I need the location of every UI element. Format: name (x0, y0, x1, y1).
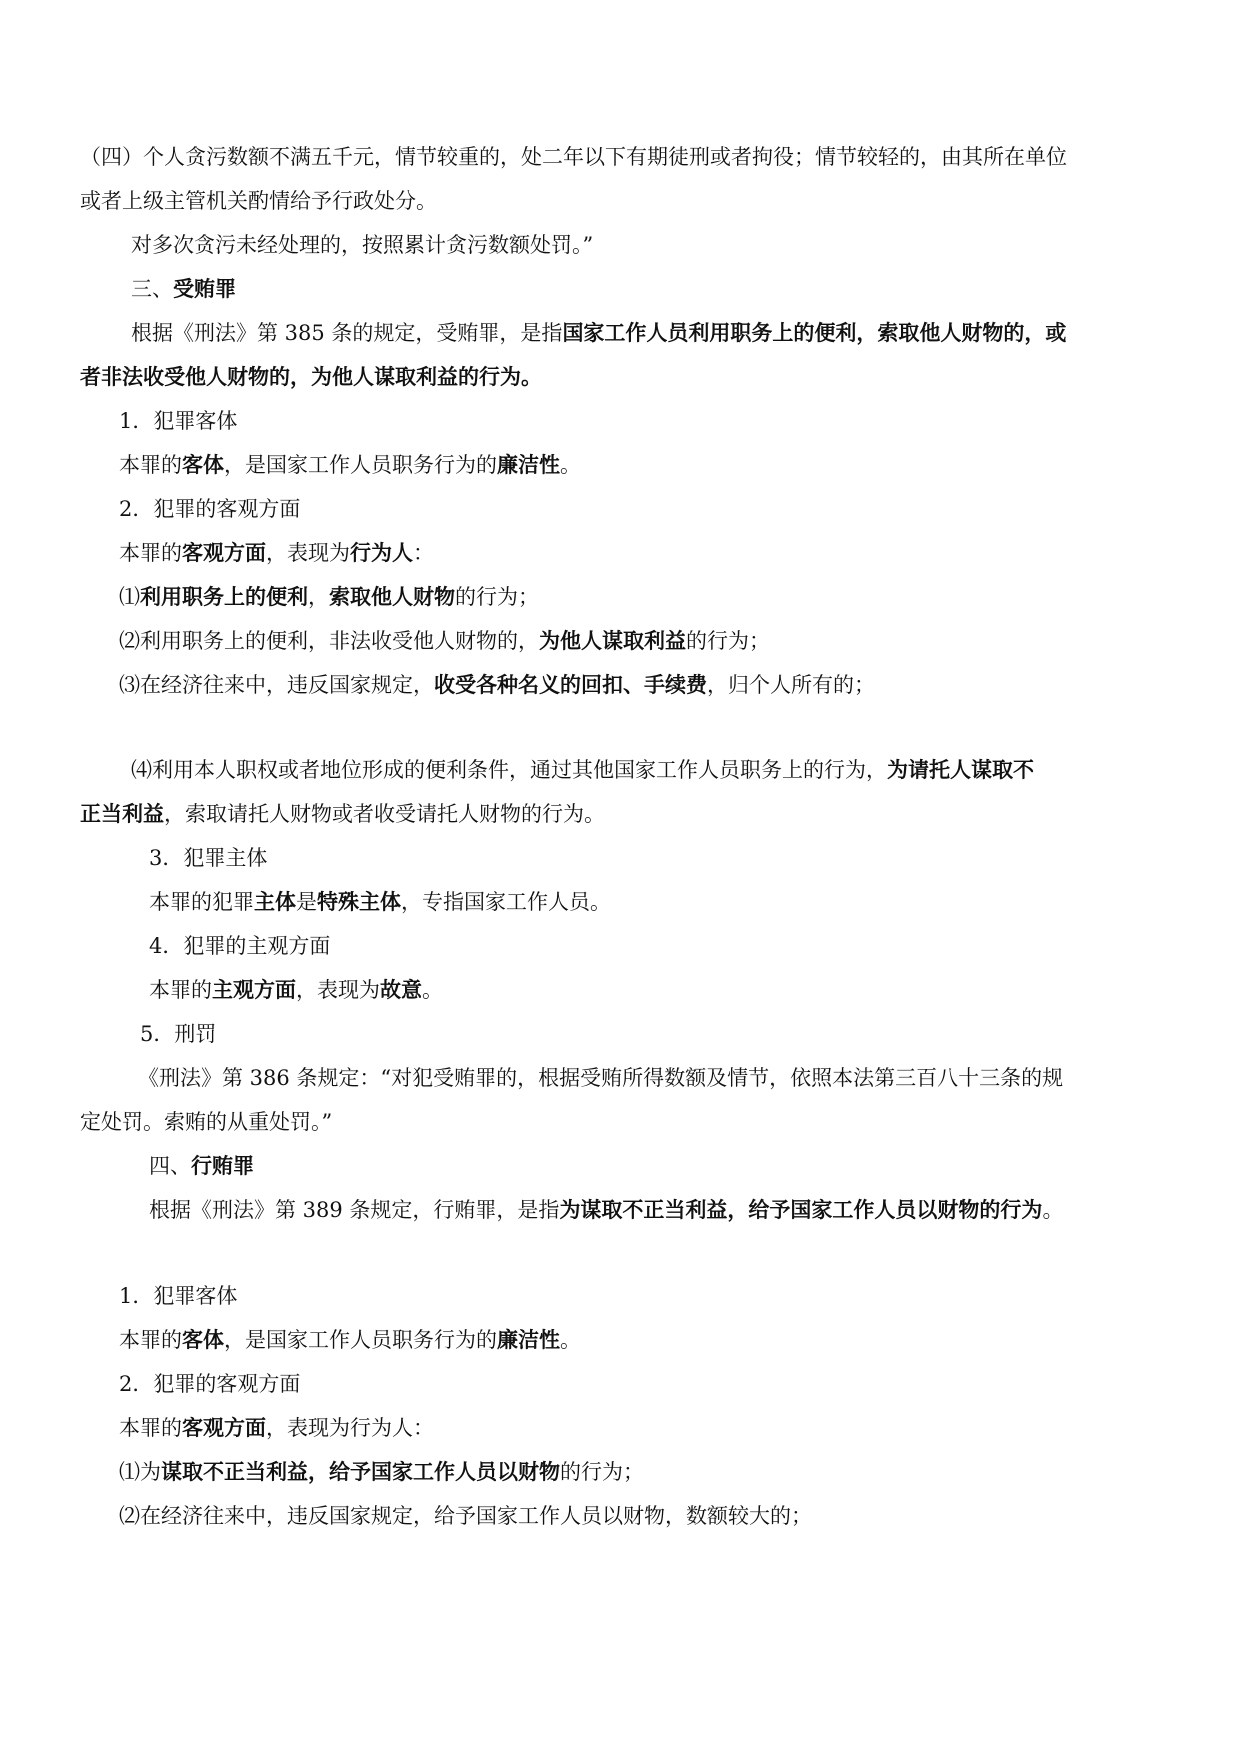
item-number: ⑴ (119, 585, 140, 609)
bold-text: 客观方面 (182, 541, 266, 565)
paragraph-line (80, 799, 605, 829)
text: ，归个人所有的； (707, 673, 875, 697)
item-number: ⑵ (119, 629, 140, 653)
paragraph-line (131, 318, 1066, 348)
paragraph-line: 对多次贪污未经处理的，按照累计贪污数额处罚。” (131, 233, 594, 257)
text: 根据《刑法》第 389 条规定，行贿罪，是指 (149, 1198, 560, 1222)
list-item (119, 582, 539, 612)
text: 本罪的 (119, 541, 182, 565)
text: 是 (296, 890, 317, 914)
bold-text: 利用职务上的便利 (140, 585, 308, 609)
bold-text: 故意 (380, 978, 422, 1002)
subheading: 5．刑罚 (140, 1022, 217, 1046)
text: 本罪的 (119, 1328, 182, 1352)
text: 的行为； (455, 585, 539, 609)
section-heading (149, 1151, 254, 1181)
text: ，表现为 (266, 541, 350, 565)
list-item (131, 755, 1034, 785)
text: 在经济往来中，违反国家规定，给予国家工作人员以财物，数额较大的； (140, 1504, 812, 1528)
bold-text: 廉洁性 (497, 1328, 560, 1352)
bold-text: 收受各种名义的回扣、手续费 (434, 673, 707, 697)
bold-text: 客观方面 (182, 1416, 266, 1440)
bold-text: 客体 (182, 453, 224, 477)
text: ，表现为 (296, 978, 380, 1002)
bold-text: 索取他人财物 (329, 585, 455, 609)
text: ，是国家工作人员职务行为的 (224, 453, 497, 477)
paragraph-line (149, 887, 611, 917)
text: ， (308, 585, 329, 609)
bold-text: 为他人谋取利益 (539, 629, 686, 653)
paragraph-line: 定处罚。索贿的从重处罚。” (80, 1110, 333, 1134)
text: 利用本人职权或者地位形成的便利条件，通过其他国家工作人员职务上的行为， (152, 758, 887, 782)
paragraph-line (149, 1195, 1063, 1225)
paragraph-line (119, 538, 434, 568)
subheading: 3．犯罪主体 (149, 846, 268, 870)
heading-title: 受贿罪 (173, 277, 236, 301)
paragraph-line (119, 450, 581, 480)
paragraph-line (119, 1413, 434, 1443)
heading-title: 行贿罪 (191, 1154, 254, 1178)
bold-text: 行为人 (350, 541, 413, 565)
text: 在经济往来中，违反国家规定， (140, 673, 434, 697)
item-number: ⑴ (119, 1460, 140, 1484)
text: 本罪的 (149, 978, 212, 1002)
list-item (119, 626, 770, 656)
paragraph-line (80, 362, 542, 392)
item-number: ⑵ (119, 1504, 140, 1528)
list-item (119, 1501, 812, 1531)
text: 。 (560, 453, 581, 477)
paragraph-line: （四）个人贪污数额不满五千元，情节较重的，处二年以下有期徒刑或者拘役；情节较轻的，由其所在单位 (80, 145, 1067, 169)
bold-text: 主观方面 (212, 978, 296, 1002)
subheading: 1．犯罪客体 (119, 1284, 238, 1308)
text: 。 (422, 978, 443, 1002)
bold-text: 客体 (182, 1328, 224, 1352)
bold-text: 正当利益 (80, 802, 164, 826)
text: 。 (1042, 1198, 1064, 1222)
item-number: ⑶ (119, 673, 140, 697)
paragraph-line (119, 1325, 581, 1355)
text: 利用职务上的便利，非法收受他人财物的， (140, 629, 539, 653)
subheading: 4．犯罪的主观方面 (149, 934, 331, 958)
bold-text: 为谋取不正当利益，给予国家工作人员以财物的行为 (559, 1198, 1043, 1222)
item-number: ⑷ (131, 758, 152, 782)
text: 。 (560, 1328, 581, 1352)
paragraph-line (149, 975, 443, 1005)
bold-text: 国家工作人员利用职务上的便利，索取他人财物的，或 (562, 321, 1067, 345)
bold-text: 特殊主体 (317, 890, 401, 914)
paragraph-line: 或者上级主管机关酌情给予行政处分。 (80, 189, 437, 213)
text: 本罪的 (119, 1416, 182, 1440)
text: 的行为； (686, 629, 770, 653)
bold-text: 谋取不正当利益，给予国家工作人员以财物 (161, 1460, 560, 1484)
bold-text: 者非法收受他人财物的，为他人谋取利益的行为。 (80, 365, 542, 389)
text: ，表现为行为人： (266, 1416, 434, 1440)
text: 的行为； (560, 1460, 644, 1484)
text: ，是国家工作人员职务行为的 (224, 1328, 497, 1352)
bold-text: 为请托人谋取不 (887, 758, 1034, 782)
bold-text: 主体 (254, 890, 296, 914)
bold-text: 廉洁性 (497, 453, 560, 477)
paragraph-line: 《刑法》第 386 条规定：“对犯受贿罪的，根据受贿所得数额及情节，依照本法第三百八十三条的规 (138, 1066, 1064, 1090)
text: 本罪的 (119, 453, 182, 477)
text: ，索取请托人财物或者收受请托人财物的行为。 (164, 802, 605, 826)
text: 本罪的犯罪 (149, 890, 254, 914)
subheading: 2．犯罪的客观方面 (119, 497, 301, 521)
text: ，专指国家工作人员。 (401, 890, 611, 914)
heading-prefix: 四、 (149, 1154, 191, 1178)
text: 根据《刑法》第 385 条的规定，受贿罪，是指 (131, 321, 563, 345)
heading-prefix: 三、 (131, 277, 173, 301)
text: 为 (140, 1460, 161, 1484)
section-heading (131, 274, 236, 304)
text: ： (413, 541, 434, 565)
list-item (119, 670, 875, 700)
list-item (119, 1457, 644, 1487)
subheading: 1．犯罪客体 (119, 409, 238, 433)
subheading: 2．犯罪的客观方面 (119, 1372, 301, 1396)
